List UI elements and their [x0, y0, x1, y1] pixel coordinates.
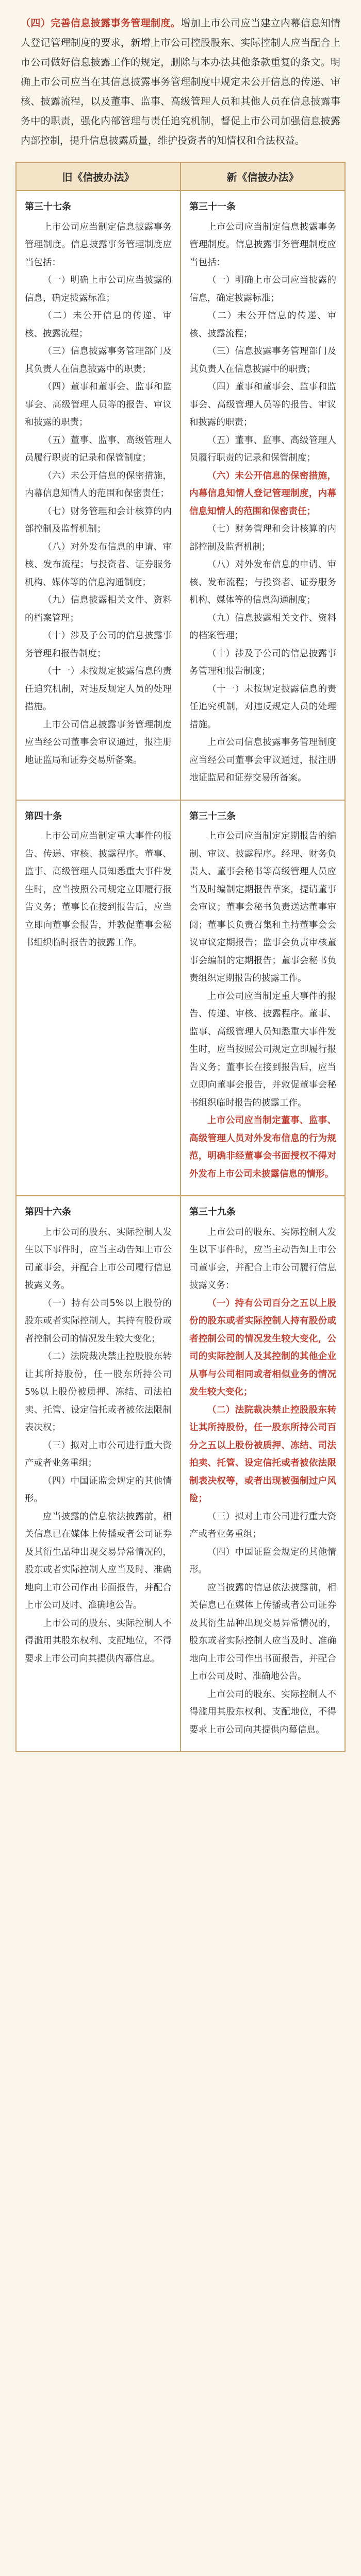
- new-clause-text: （四）董事和董事会、监事和监事会、高级管理人员等的报告、审议和披露的职责；: [189, 382, 336, 428]
- new-clause-text: （三）拟对上市公司进行重大资产或者业务重组；: [189, 1511, 336, 1539]
- new-clause-cell: [180, 801, 344, 1196]
- new-clause-text: （三）信息披露事务管理部门及其负责人在信息披露中的职责；: [189, 346, 336, 375]
- new-clause-text: 上市公司应当制定信息披露事务管理制度。信息披露事务管理制度应当包括：: [189, 222, 336, 268]
- old-clause-text: 上市公司信息披露事务管理制度应当经公司董事会审议通过，报注册地证监局和证券交易所备案。: [25, 719, 172, 766]
- old-clause-cell: [17, 801, 180, 1196]
- new-clause-text: （七）财务管理和会计核算的内部控制及监督机制；: [189, 524, 336, 552]
- comparison-table: [15, 162, 346, 1752]
- new-clause-cell: [180, 191, 344, 800]
- old-clause-cell: [17, 1196, 180, 1751]
- old-article-number: 第四十条: [25, 810, 62, 822]
- new-clause-text-highlighted: （六）未公开信息的保密措施，内幕信息知情人登记管理制度，内幕信息知情人的范围和保密责任；: [189, 470, 336, 517]
- new-clause-text: 上市公司应当制定重大事件的报告、传递、审核、披露程序。董事、监事、高级管理人员知悉重大事件发生时，应当按照公司规定立即履行报告义务；董事长在接到报告后，应当立即向董事会报告，并敦促董事会秘书组织临时报告的披露工作。: [189, 991, 336, 1108]
- new-clause-text: （十）涉及子公司的信息披露事务管理和报告制度；: [189, 648, 336, 676]
- new-clause-text: （十一）未按规定披露信息的责任追究机制，对违反规定人员的处理措施。: [189, 684, 336, 730]
- old-article-number: 第四十六条: [25, 1207, 71, 1217]
- new-clause-text: （二）未公开信息的传递、审核、披露流程；: [189, 311, 336, 339]
- old-clause-text: 上市公司应当制定重大事件的报告、传递、审核、披露程序。董事、监事、高级管理人员知悉重大事件发生时，应当按照公司规定立即履行报告义务；董事长在接到报告后，应当立即向董事会报告，并敦促董事会秘书组织临时报告的披露工作。: [25, 831, 172, 948]
- old-clause-text: （七）财务管理和会计核算的内部控制及监督机制；: [25, 506, 172, 534]
- new-clause-text: 上市公司的股东、实际控制人发生以下事件时，应当主动告知上市公司董事会，并配合上市公司履行信息披露义务：: [189, 1227, 336, 1291]
- new-article-number: 第三十一条: [189, 201, 236, 212]
- old-clause-text: （二）未公开信息的传递、审核、披露流程；: [25, 311, 172, 339]
- old-clause-text: （三）拟对上市公司进行重大资产或者业务重组；: [25, 1440, 172, 1468]
- header-new: 新《信披办法》: [180, 163, 344, 190]
- new-clause-text: （八）对外发布信息的申请、审核、发布流程；与投资者、证券服务机构、媒体等的信息沟通制度；: [189, 560, 336, 605]
- old-clause-text: （三）信息披露事务管理部门及其负责人在信息披露中的职责；: [25, 346, 172, 375]
- old-clause-text: （五）董事、监事、高级管理人员履行职责的记录和保管制度；: [25, 435, 172, 463]
- old-clause-text: （二）法院裁决禁止控股股东转让其所持股份，任一股东所持公司5%以上股份被质押、冻结、司法拍卖、托管、设定信托或者被依法限制表决权；: [25, 1351, 172, 1433]
- new-clause-text: 上市公司信息披露事务管理制度应当经公司董事会审议通过，报注册地证监局和证券交易所备案。: [189, 737, 336, 783]
- old-clause-text: 上市公司应当制定信息披露事务管理制度。信息披露事务管理制度应当包括：: [25, 222, 172, 268]
- old-clause-cell: [17, 191, 180, 800]
- intro-heading: （四）完善信息披露事务管理制度。: [21, 18, 181, 29]
- old-clause-text: （一）明确上市公司应当披露的信息，确定披露标准；: [25, 275, 172, 303]
- new-clause-text: 上市公司应当制定定期报告的编制、审议、披露程序。经理、财务负责人、董事会秘书等高级管理人员应当及时编制定期报告草案，提请董事会审议；董事会秘书负责送达董事审阅；董事长负责召集和主持董事会会议审议定期报告；监事会负责审核董事会编制的定期报告；董事会秘书负责组织定期报告的披露工作。: [189, 831, 336, 984]
- old-clause-text: （十一）未按规定披露信息的责任追究机制，对违反规定人员的处理措施。: [25, 666, 172, 712]
- new-clause-text-highlighted: 上市公司应当制定董事、监事、高级管理人员对外发布信息的行为规范，明确非经董事会书面授权不得对外发布上市公司未披露信息的情形。: [189, 1115, 336, 1179]
- new-clause-text-highlighted: （二）法院裁决禁止控股股东转让其所持股份，任一股东所持公司百分之五以上股份被质押、冻结、司法拍卖、托管、设定信托或者被依法限制表决权等，或者出现被强制过户风险；: [189, 1404, 336, 1504]
- intro-body: 增加上市公司应当建立内幕信息知情人登记管理制度的要求，新增上市公司控股股东、实际控制人应当配合上市公司做好信息披露工作的规定，删除与本办法其他条款重复的条文。明确上市公司应当在其信息披露事务管理制度中规定未公开信息的传递、审核、披露流程，以及董事、监事、高级管理人员和其他人员在信息披露事务中的职责，强化内部管理与责任追究机制，督促上市公司加强信息披露内部控制，提升信息披露质量，维护投资者的知情权和合法权益。: [21, 18, 340, 146]
- table-row: [17, 1195, 344, 1751]
- old-article-number: 第三十七条: [25, 201, 71, 212]
- new-clause-text: （一）明确上市公司应当披露的信息，确定披露标准；: [189, 275, 336, 303]
- old-clause-text: 上市公司的股东、实际控制人不得滥用其股东权利、支配地位，不得要求上市公司向其提供内幕信息。: [25, 1618, 172, 1664]
- intro-paragraph: [0, 0, 361, 162]
- new-article-number: 第三十九条: [189, 1207, 236, 1217]
- new-clause-text-highlighted: （一）持有公司百分之五以上股份的股东或者实际控制人持有股份或者控制公司的情况发生较大变化，公司的实际控制人及其控制的其他企业从事与公司相同或者相似业务的情况发生较大变化；: [189, 1298, 336, 1397]
- new-clause-cell: [180, 1196, 344, 1751]
- old-clause-text: （九）信息披露相关文件、资料的档案管理；: [25, 595, 172, 623]
- new-article-number: 第三十三条: [189, 810, 236, 822]
- old-clause-text: （一）持有公司5%以上股份的股东或者实际控制人，其持有股份或者控制公司的情况发生较大变化；: [25, 1298, 172, 1344]
- new-clause-text: （五）董事、监事、高级管理人员履行职责的记录和保管制度；: [189, 435, 336, 463]
- old-clause-text: （四）董事和董事会、监事和监事会、高级管理人员等的报告、审议和披露的职责；: [25, 382, 172, 428]
- new-clause-text: 上市公司的股东、实际控制人不得滥用其股东权利、支配地位，不得要求上市公司向其提供内幕信息。: [189, 1689, 336, 1735]
- old-clause-text: （六）未公开信息的保密措施，内幕信息知情人的范围和保密责任；: [25, 470, 172, 499]
- table-header: [17, 163, 344, 191]
- old-clause-text: （十）涉及子公司的信息披露事务管理和报告制度；: [25, 631, 172, 659]
- table-row: [17, 800, 344, 1196]
- old-clause-text: （四）中国证监会规定的其他情形。: [25, 1476, 172, 1504]
- new-clause-text: 应当披露的信息依法披露前，相关信息已在媒体上传播或者公司证券及其衍生品种出现交易异常情况的，股东或者实际控制人应当及时、准确地向上市公司作出书面报告，并配合上市公司及时、准确地公告。: [189, 1582, 336, 1682]
- table-row: [17, 191, 344, 800]
- old-clause-text: 上市公司的股东、实际控制人发生以下事件时，应当主动告知上市公司董事会，并配合上市公司履行信息披露义务。: [25, 1227, 172, 1291]
- table-body: [17, 191, 344, 1751]
- old-clause-text: （八）对外发布信息的申请、审核、发布流程；与投资者、证券服务机构、媒体等的信息沟通制度；: [25, 541, 172, 588]
- header-old: 旧《信披办法》: [62, 171, 135, 183]
- old-clause-text: 应当披露的信息依法披露前，相关信息已在媒体上传播或者公司证券及其衍生品种出现交易异常情况的，股东或者实际控制人应当及时、准确地向上市公司作出书面报告，并配合上市公司及时、准确地公告。: [25, 1511, 172, 1611]
- new-clause-text: （四）中国证监会规定的其他情形。: [189, 1547, 336, 1575]
- new-clause-text: （九）信息披露相关文件、资料的档案管理；: [189, 613, 336, 641]
